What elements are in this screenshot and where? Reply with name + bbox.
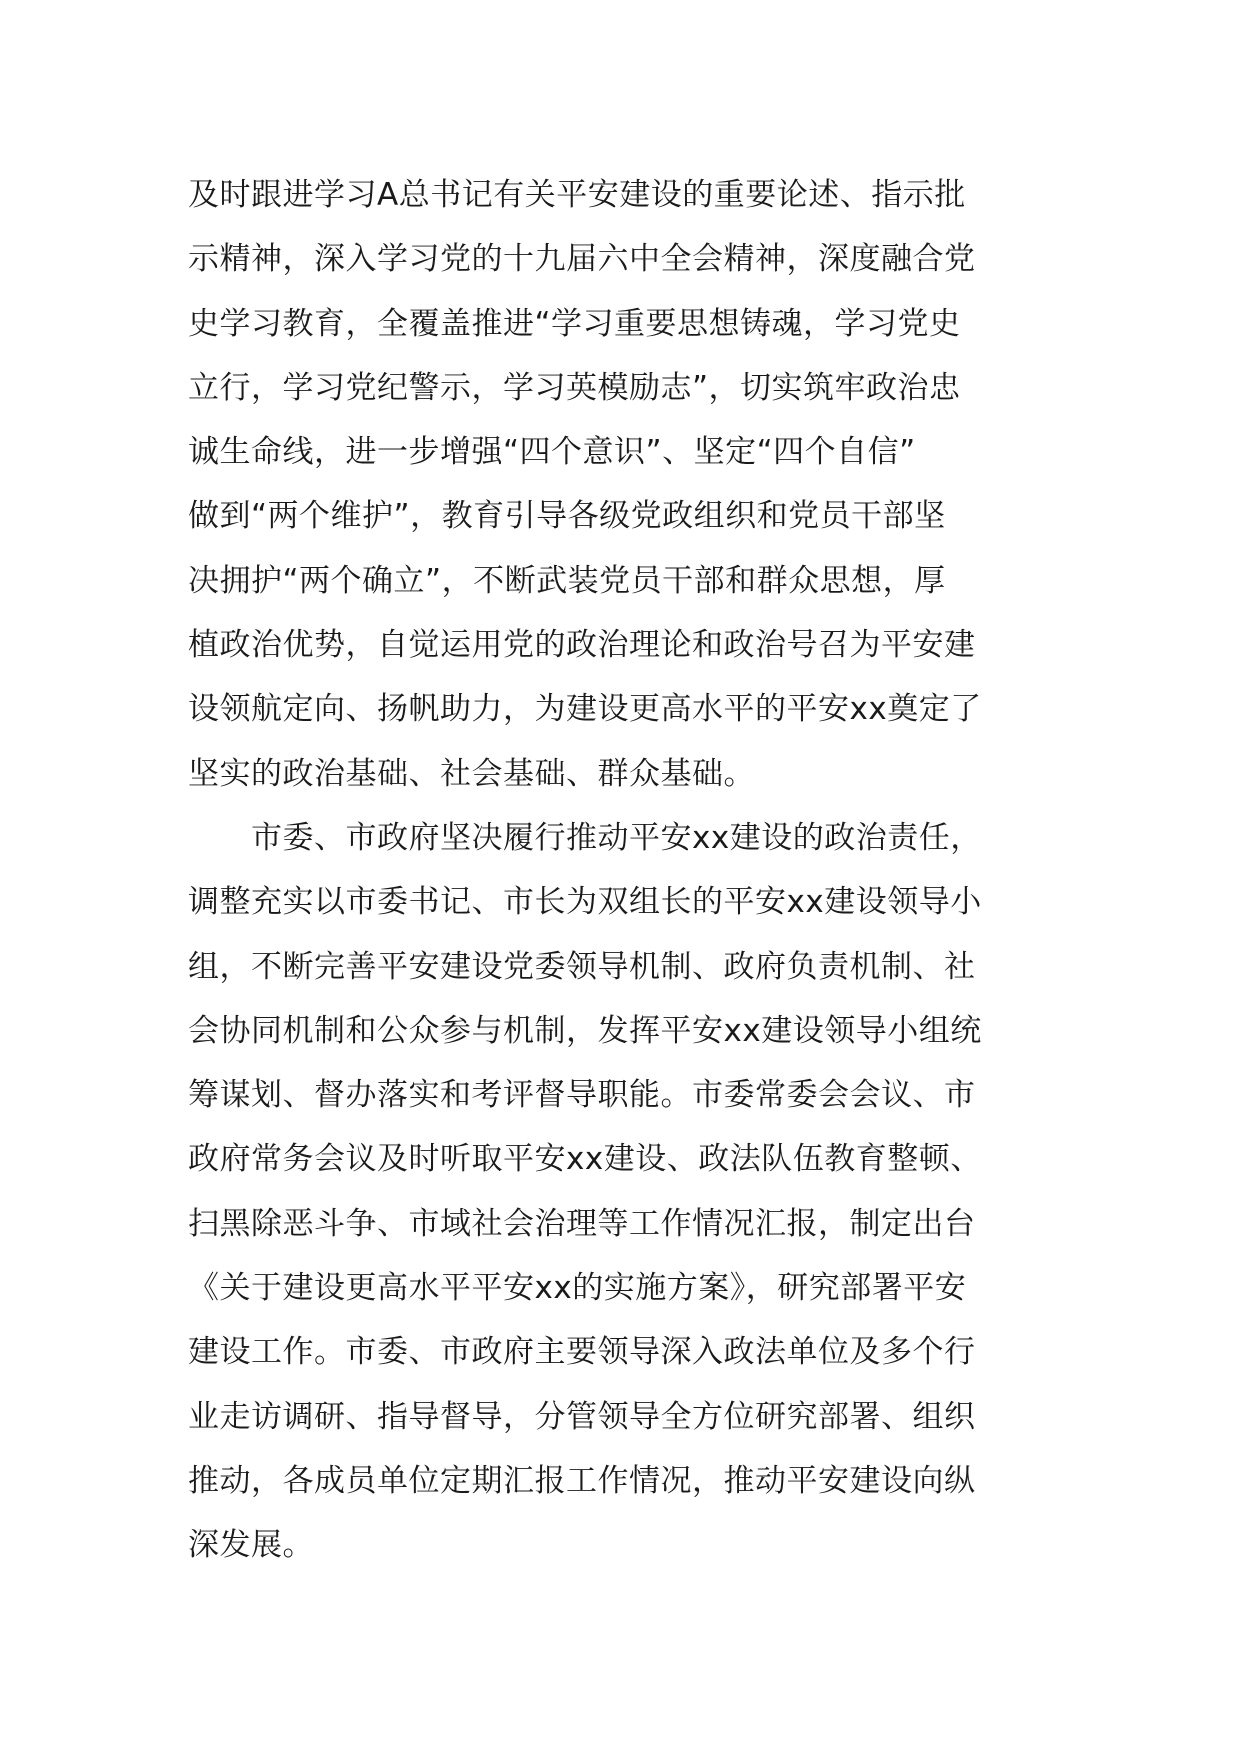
text-line: 建设工作。市委、市政府主要领导深入政法单位及多个行 — [188, 1334, 976, 1371]
text-line: 推动，各成员单位定期汇报工作情况，推动平安建设向纵 — [188, 1462, 976, 1499]
text-line: 调整充实以市委书记、市长为双组长的平安xx建设领导小 — [188, 884, 982, 921]
text-line: 业走访调研、指导督导，分管领导全方位研究部署、组织 — [188, 1398, 976, 1435]
paragraph-2 — [188, 806, 1060, 1578]
text-line: 史学习教育，全覆盖推进“学习重要思想铸魂，学习党史 — [188, 305, 961, 342]
text-line: 《关于建设更高水平平安xx的实施方案》，研究部署平安 — [188, 1270, 967, 1307]
paragraph-1 — [188, 163, 1060, 806]
text-line: 决拥护“两个确立”，不断武装党员干部和群众思想，厚 — [188, 562, 946, 599]
text-line: 会协同机制和公众参与机制，发挥平安xx建设领导小组统 — [188, 1012, 982, 1049]
text-line: 组，不断完善平安建设党委领导机制、政府负责机制、社 — [188, 948, 976, 985]
document-body — [188, 163, 1060, 1578]
text-line: 诚生命线，进一步增强“四个意识”、坚定“四个自信” — [188, 434, 916, 471]
text-line: 市委、市政府坚决履行推动平安xx建设的政治责任， — [188, 819, 982, 856]
text-line: 深发展。 — [188, 1527, 314, 1564]
text-line: 扫黑除恶斗争、市域社会治理等工作情况汇报，制定出台 — [188, 1205, 976, 1242]
text-line: 筹谋划、督办落实和考评督导职能。市委常委会会议、市 — [188, 1077, 976, 1114]
text-line: 政府常务会议及时听取平安xx建设、政法队伍教育整顿、 — [188, 1141, 982, 1178]
text-line: 设领航定向、扬帆助力，为建设更高水平的平安xx奠定了 — [188, 691, 982, 728]
text-line: 及时跟进学习A总书记有关平安建设的重要论述、指示批 — [188, 177, 966, 213]
text-line: 做到“两个维护”，教育引导各级党政组织和党员干部坚 — [188, 498, 946, 535]
text-line: 植政治优势，自觉运用党的政治理论和政治号召为平安建 — [188, 627, 976, 664]
text-line: 立行，学习党纪警示，学习英模励志”，切实筑牢政治忠 — [188, 369, 961, 406]
text-line: 坚实的政治基础、社会基础、群众基础。 — [188, 755, 755, 792]
text-line: 示精神，深入学习党的十九届六中全会精神，深度融合党 — [188, 241, 976, 278]
